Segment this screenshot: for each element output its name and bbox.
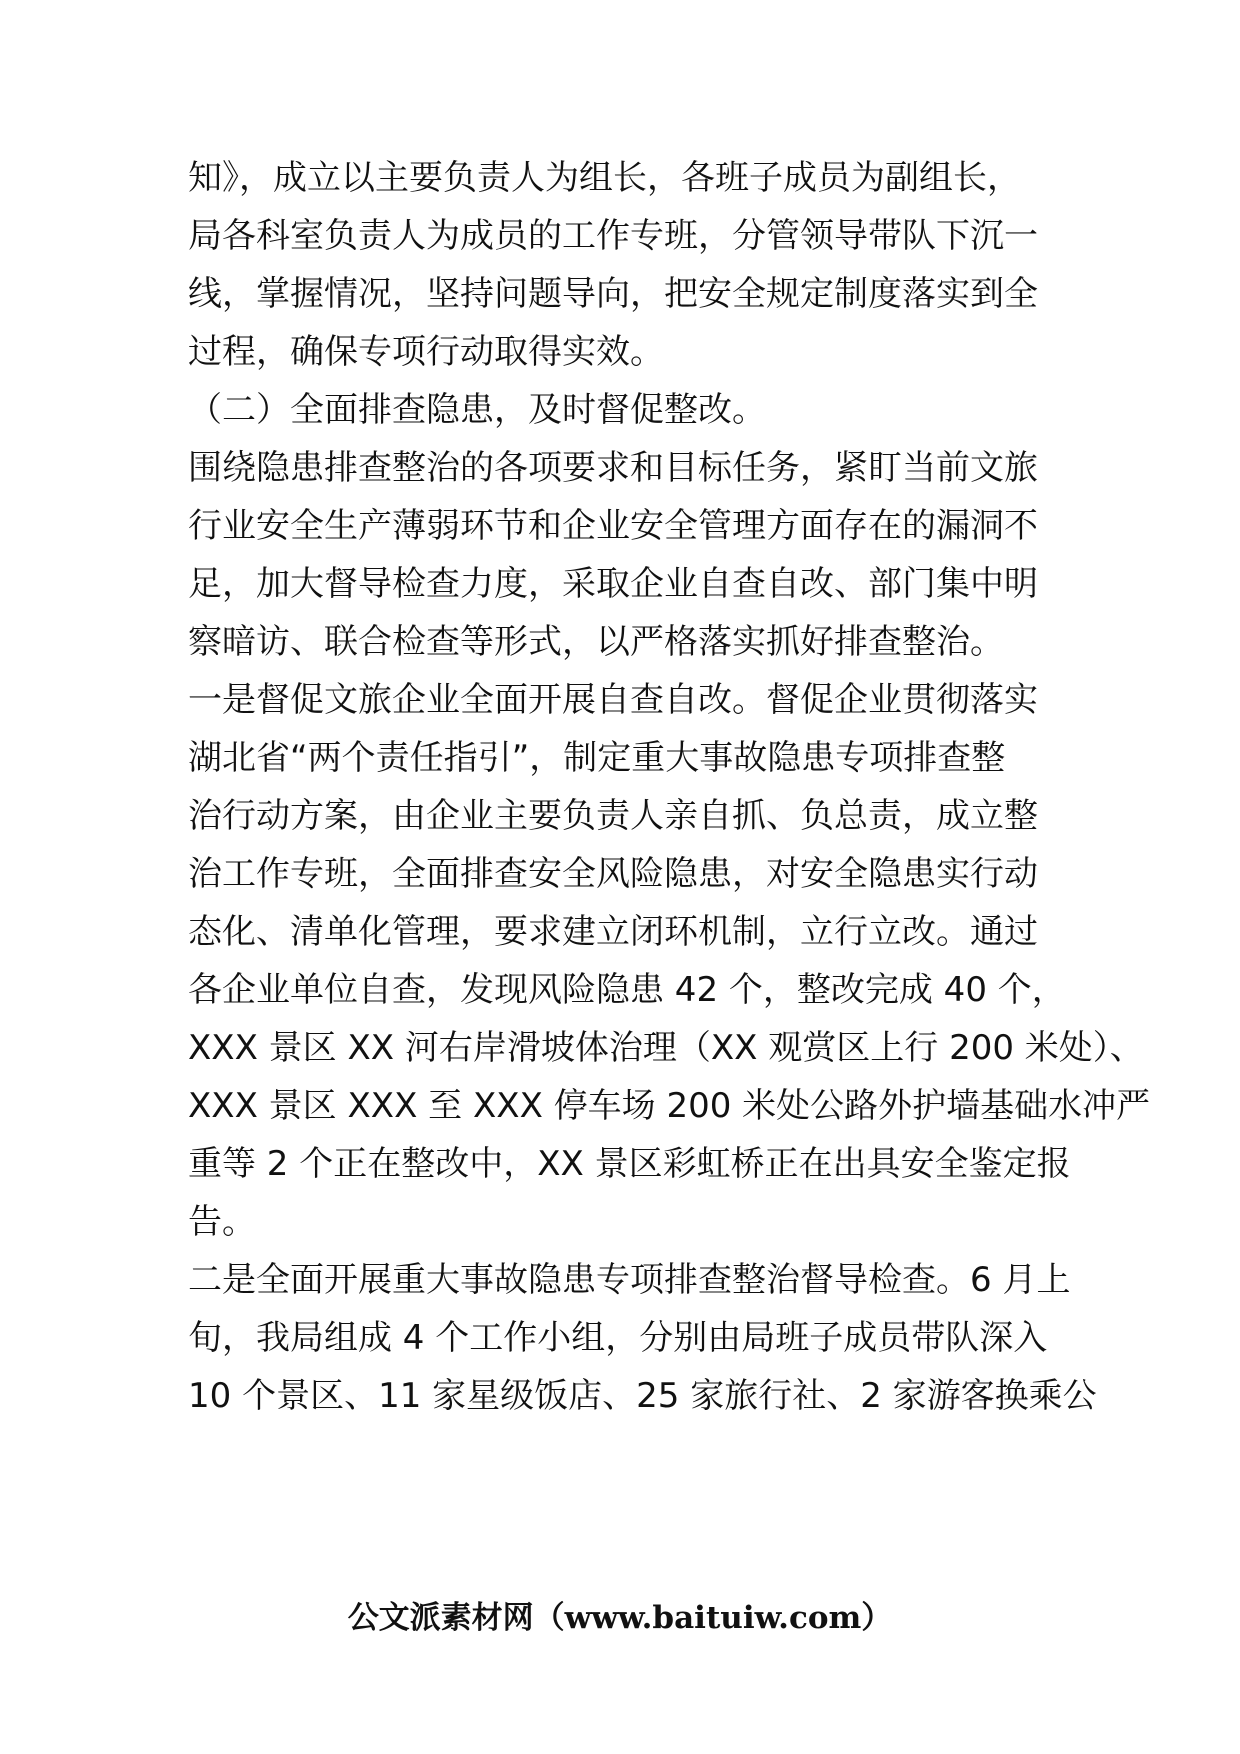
text-line: 足，加大督导检查力度，采取企业自查自改、部门集中明 — [188, 564, 1038, 604]
footer-watermark: 公文派素材网（www.baituiw.com） — [347, 1600, 893, 1636]
text-line: 旬，我局组成 4 个工作小组，分别由局班子成员带队深入 — [188, 1318, 1048, 1358]
text-line: 治行动方案，由企业主要负责人亲自抓、负总责，成立整 — [188, 796, 1038, 836]
text-line: 湖北省“两个责任指引”，制定重大事故隐患专项排查整 — [188, 738, 1006, 778]
text-line: 行业安全生产薄弱环节和企业安全管理方面存在的漏洞不 — [188, 506, 1038, 546]
text-line: 重等 2 个正在整改中，XX 景区彩虹桥正在出具安全鉴定报 — [188, 1144, 1071, 1184]
text-line: 察暗访、联合检查等形式，以严格落实抓好排查整治。 — [188, 622, 1004, 662]
text-line: 告。 — [188, 1202, 256, 1242]
text-line: 线，掌握情况，坚持问题导向，把安全规定制度落实到全 — [188, 274, 1038, 314]
section-heading: （二）全面排查隐患，及时督促整改。 — [188, 390, 766, 430]
text-line: 态化、清单化管理，要求建立闭环机制，立行立改。通过 — [188, 912, 1038, 952]
text-line: XXX 景区 XX 河右岸滑坡体治理（XX 观赏区上行 200 米处）、 — [188, 1028, 1144, 1068]
text-line: 二是全面开展重大事故隐患专项排查整治督导检查。6 月上 — [188, 1260, 1071, 1300]
text-line: 局各科室负责人为成员的工作专班，分管领导带队下沉一 — [188, 216, 1038, 256]
text-line: 围绕隐患排查整治的各项要求和目标任务，紧盯当前文旅 — [188, 448, 1038, 488]
text-line: 一是督促文旅企业全面开展自查自改。督促企业贯彻落实 — [188, 680, 1038, 720]
text-line: XXX 景区 XXX 至 XXX 停车场 200 米处公路外护墙基础水冲严 — [188, 1086, 1151, 1126]
text-line: 治工作专班，全面排查安全风险隐患，对安全隐患实行动 — [188, 854, 1038, 894]
text-line: 过程，确保专项行动取得实效。 — [188, 332, 664, 372]
text-line: 知》，成立以主要负责人为组长，各班子成员为副组长， — [188, 158, 1021, 198]
text-line: 10 个景区、11 家星级饭店、25 家旅行社、2 家游客换乘公 — [188, 1376, 1097, 1416]
text-line: 各企业单位自查，发现风险隐患 42 个，整改完成 40 个， — [188, 970, 1066, 1010]
